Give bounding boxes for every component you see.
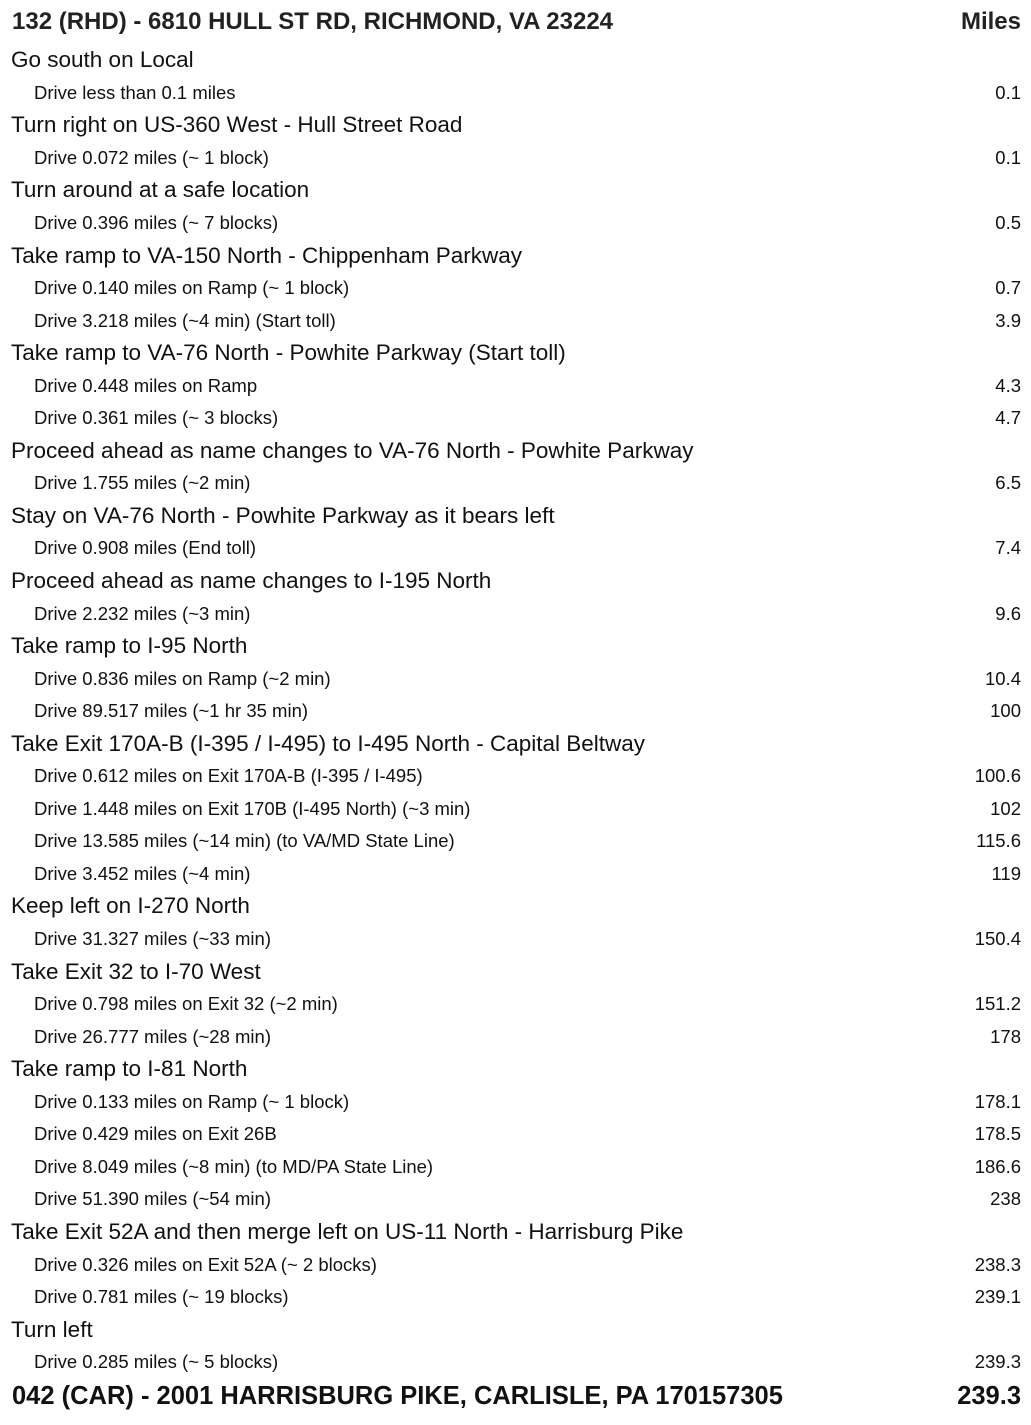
- cumulative-miles: 239.3: [974, 1351, 1021, 1373]
- direction-text: Drive 0.285 miles (~ 5 blocks): [34, 1351, 279, 1373]
- origin-title: 132 (RHD) - 6810 HULL ST RD, RICHMOND, VA 23224: [12, 8, 614, 35]
- cumulative-miles: 4.7: [995, 407, 1021, 429]
- cumulative-miles: 150.4: [974, 928, 1021, 950]
- direction-text: Drive 0.612 miles on Exit 170A-B (I-395 / I-495): [34, 765, 423, 787]
- drive-segment: [0, 532, 1031, 565]
- drive-segment: [0, 858, 1031, 891]
- direction-step: [0, 727, 1031, 760]
- direction-text: Take ramp to VA-76 North - Powhite Parkway (Start toll): [11, 340, 566, 366]
- cumulative-miles: 238: [990, 1188, 1021, 1210]
- drive-segment: [0, 142, 1031, 175]
- drive-segment: [0, 825, 1031, 858]
- drive-segment: [0, 402, 1031, 435]
- drive-segment: [0, 695, 1031, 728]
- direction-text: Drive 1.448 miles on Exit 170B (I-495 North) (~3 min): [34, 797, 471, 819]
- drive-segment: [0, 1248, 1031, 1281]
- drive-segment: [0, 662, 1031, 695]
- direction-step: [0, 435, 1031, 468]
- direction-text: Drive 13.585 miles (~14 min) (to VA/MD State Line): [34, 830, 455, 852]
- direction-text: Turn around at a safe location: [11, 177, 310, 203]
- cumulative-miles: 0.5: [995, 212, 1021, 233]
- drive-segment: [0, 207, 1031, 240]
- drive-segment: [0, 760, 1031, 793]
- direction-text: Drive 0.072 miles (~ 1 block): [34, 146, 269, 168]
- direction-step: [0, 239, 1031, 272]
- cumulative-miles: 238.3: [974, 1253, 1021, 1275]
- direction-text: Drive 26.777 miles (~28 min): [34, 1025, 271, 1047]
- drive-segment: [0, 1346, 1031, 1379]
- direction-text: Drive 0.326 miles on Exit 52A (~ 2 blocks): [34, 1253, 377, 1275]
- cumulative-miles: 100.6: [974, 765, 1021, 787]
- cumulative-miles: 3.9: [995, 309, 1021, 331]
- direction-step: [0, 109, 1031, 142]
- direction-text: Take Exit 52A and then merge left on US-11 North - Harrisburg Pike: [11, 1218, 684, 1244]
- drive-segment: [0, 1183, 1031, 1216]
- drive-segment: [0, 1118, 1031, 1151]
- direction-text: Drive 89.517 miles (~1 hr 35 min): [34, 700, 309, 722]
- cumulative-miles: 186.6: [974, 1155, 1021, 1177]
- direction-step: [0, 500, 1031, 533]
- direction-text: Take ramp to I-81 North: [11, 1056, 248, 1082]
- cumulative-miles: 6.5: [995, 472, 1021, 494]
- direction-text: Take ramp to I-95 North: [11, 633, 248, 659]
- direction-text: Drive 3.452 miles (~4 min): [34, 862, 251, 884]
- direction-step: [0, 630, 1031, 663]
- drive-segment: [0, 467, 1031, 500]
- direction-text: Drive 0.133 miles on Ramp (~ 1 block): [34, 1090, 350, 1112]
- drive-segment: [0, 1086, 1031, 1119]
- direction-text: Take Exit 170A-B (I-395 / I-495) to I-495 North - Capital Beltway: [11, 730, 646, 756]
- direction-text: Drive less than 0.1 miles: [34, 81, 236, 103]
- drive-segment: [0, 597, 1031, 630]
- total-miles: 239.3: [957, 1381, 1021, 1410]
- direction-text: Drive 8.049 miles (~8 min) (to MD/PA State Line): [34, 1155, 434, 1177]
- direction-text: Go south on Local: [11, 47, 194, 73]
- cumulative-miles: 239.1: [974, 1286, 1021, 1308]
- drive-segment: [0, 1281, 1031, 1314]
- direction-text: Drive 0.396 miles (~ 7 blocks): [34, 212, 279, 233]
- cumulative-miles: 119: [991, 862, 1021, 884]
- route-header: [12, 4, 1021, 40]
- direction-text: Stay on VA-76 North - Powhite Parkway as it bears left: [11, 502, 555, 528]
- direction-step: [0, 565, 1031, 598]
- drive-segment: [0, 369, 1031, 402]
- direction-step: [0, 1313, 1031, 1346]
- direction-text: Keep left on I-270 North: [11, 893, 250, 919]
- cumulative-miles: 0.1: [995, 146, 1021, 168]
- direction-text: Take ramp to VA-150 North - Chippenham Parkway: [11, 242, 523, 268]
- direction-step: [0, 890, 1031, 923]
- drive-segment: [0, 1151, 1031, 1184]
- destination-title: 042 (CAR) - 2001 HARRISBURG PIKE, CARLISLE, PA 170157305: [12, 1381, 783, 1410]
- cumulative-miles: 178.5: [974, 1123, 1021, 1145]
- direction-text: Turn left: [11, 1316, 93, 1342]
- direction-text: Drive 3.218 miles (~4 min) (Start toll): [34, 309, 336, 331]
- direction-text: Take Exit 32 to I-70 West: [11, 958, 261, 984]
- direction-text: Drive 0.361 miles (~ 3 blocks): [34, 407, 279, 429]
- drive-segment: [0, 1020, 1031, 1053]
- direction-text: Drive 0.448 miles on Ramp: [34, 374, 258, 396]
- direction-text: Proceed ahead as name changes to I-195 North: [11, 568, 492, 594]
- route-footer: [12, 1378, 1021, 1414]
- directions-list: [0, 44, 1031, 1378]
- cumulative-miles: 178.1: [974, 1090, 1021, 1112]
- miles-column-header: Miles: [960, 8, 1021, 35]
- cumulative-miles: 7.4: [995, 537, 1021, 559]
- drive-segment: [0, 988, 1031, 1021]
- direction-text: Drive 31.327 miles (~33 min): [34, 928, 271, 950]
- direction-text: Drive 0.429 miles on Exit 26B: [34, 1123, 277, 1145]
- direction-step: [0, 1053, 1031, 1086]
- direction-text: Drive 0.798 miles on Exit 32 (~2 min): [34, 993, 338, 1015]
- cumulative-miles: 10.4: [984, 667, 1021, 689]
- direction-text: Drive 0.140 miles on Ramp (~ 1 block): [34, 277, 350, 299]
- direction-text: Drive 0.781 miles (~ 19 blocks): [34, 1286, 289, 1308]
- direction-step: [0, 337, 1031, 370]
- drive-segment: [0, 304, 1031, 337]
- cumulative-miles: 115.6: [976, 830, 1021, 852]
- drive-segment: [0, 793, 1031, 826]
- direction-step: [0, 174, 1031, 207]
- cumulative-miles: 102: [990, 797, 1021, 819]
- direction-text: Turn right on US-360 West - Hull Street Road: [11, 112, 463, 138]
- drive-segment: [0, 77, 1031, 110]
- cumulative-miles: 0.7: [995, 277, 1021, 299]
- cumulative-miles: 151.2: [974, 993, 1021, 1015]
- direction-text: Drive 2.232 miles (~3 min): [34, 602, 251, 624]
- cumulative-miles: 9.6: [995, 602, 1021, 624]
- cumulative-miles: 178: [990, 1025, 1021, 1047]
- cumulative-miles: 4.3: [995, 374, 1021, 396]
- direction-text: Proceed ahead as name changes to VA-76 North - Powhite Parkway: [11, 437, 694, 463]
- cumulative-miles: 100: [990, 700, 1021, 722]
- direction-step: [0, 1216, 1031, 1249]
- direction-text: Drive 0.908 miles (End toll): [34, 537, 257, 559]
- cumulative-miles: 0.1: [995, 81, 1021, 103]
- direction-text: Drive 0.836 miles on Ramp (~2 min): [34, 667, 331, 689]
- drive-segment: [0, 272, 1031, 305]
- direction-step: [0, 44, 1031, 77]
- drive-segment: [0, 923, 1031, 956]
- direction-text: Drive 1.755 miles (~2 min): [34, 472, 251, 494]
- direction-text: Drive 51.390 miles (~54 min): [34, 1188, 271, 1210]
- direction-step: [0, 955, 1031, 988]
